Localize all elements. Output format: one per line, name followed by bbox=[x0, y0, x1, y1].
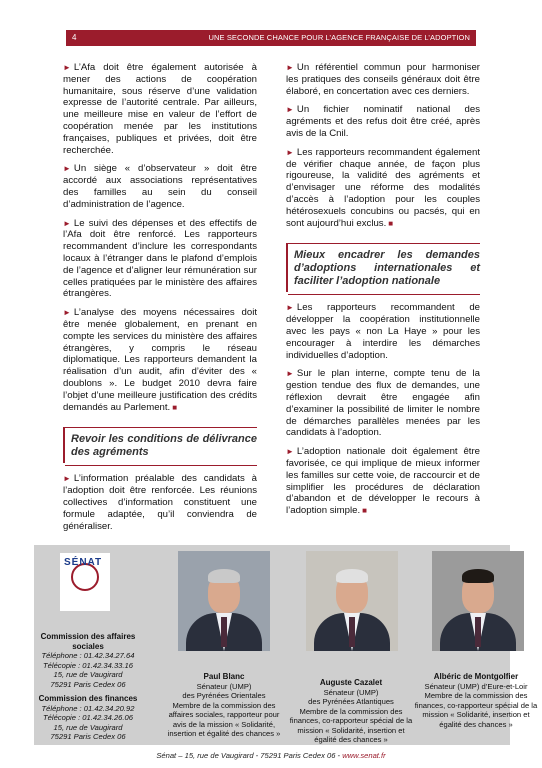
paragraph: ► Le suivi des dépenses et des effectifs de l’Afa doit être renforcé. Les rapporteurs recommandent d’inclure les correspondants locaux à l’étranger dans le plafond d’emplois de l’agence et d’aligner leur rémunération sur celles pratiquées par le ministère des affaires étrangères. bbox=[63, 217, 257, 300]
senator-name: Paul Blanc bbox=[203, 672, 245, 681]
paragraph: ► Les rapporteurs recommandent également de vérifier chaque année, de façon plus rigoureuse, la validité des agréments et d’envisager une réforme des modalités d’accès à l’adoption pour les couples hétérosexuels concubins ou pacsés, qui en sont aujourd’hui exclus. ■ bbox=[286, 146, 480, 229]
paragraph: ► L’Afa doit être également autorisée à mener des actions de coopération humanitaire, sous réserve d’une validation expresse de l’autorité centrale. Par ailleurs, une meilleure mise en valeur de l’effort de coopération menée par les institutions françaises, publiques et privées, doit être recherchée. bbox=[63, 62, 257, 156]
senator-photo bbox=[178, 551, 270, 651]
page-header bbox=[66, 30, 476, 46]
section-heading: Mieux encadrer les demandes d’adoptions internationales et faciliter l’adoption nationale bbox=[286, 243, 480, 292]
paragraph: ► Sur le plan interne, compte tenu de la gestion tendue des flux de demandes, une réflexion devrait être engagée afin d’examiner la possibilité de limiter le nombre de démarches parallèles menées par les candidats à l’adoption. bbox=[286, 368, 480, 439]
senator-region: des Pyrénées Orientales bbox=[182, 691, 266, 700]
senator-role: Sénateur (UMP) bbox=[323, 687, 379, 697]
bullet-triangle-icon: ► bbox=[286, 369, 294, 379]
senator-caption bbox=[289, 678, 413, 745]
footer-address: Sénat – 15, rue de Vaugirard - 75291 Paris Cedex 06 - bbox=[156, 751, 343, 760]
paragraph: ► Un fichier nominatif national des agréments et des refus doit être créé, après avis de la Cnil. bbox=[286, 104, 480, 139]
commission-phone: Téléphone : 01.42.34.20.92 bbox=[41, 703, 135, 713]
senator-description: Membre de la commission des finances, co-rapporteur spécial de la mission « Solidarité, insertion et égalité des chances » bbox=[414, 691, 538, 729]
senator-region: des Pyrénées Atlantiques bbox=[308, 697, 394, 706]
logo-text: SÉNAT bbox=[64, 557, 103, 568]
senator-photo bbox=[306, 551, 398, 651]
commission-title: Commission des affaires sociales bbox=[40, 632, 136, 651]
senator-photo bbox=[432, 551, 524, 651]
commission-contacts bbox=[34, 632, 142, 742]
paragraph: ► Un siège « d’observateur » doit être accordé aux associations représentatives des familles au sein du conseil d’administration de l’agence. bbox=[63, 163, 257, 210]
bullet-triangle-icon: ► bbox=[63, 474, 71, 484]
senator-description: Membre de la commission des finances, co-rapporteur spécial de la mission « Solidarité, insertion et égalité des chances » bbox=[289, 706, 413, 744]
bullet-triangle-icon: ► bbox=[286, 147, 294, 157]
commission-fax: Télécopie : 01.42.34.26.06 bbox=[43, 713, 133, 722]
bullet-triangle-icon: ► bbox=[63, 63, 71, 72]
commission-fax: Télécopie : 01.42.34.33.16 bbox=[43, 660, 133, 670]
bullet-triangle-icon: ► bbox=[63, 218, 71, 228]
paragraph: ► Les rapporteurs recommandent de développer la coopération institutionnelle avec les pays « non La Haye » pour les encourager à interdire les démarches individuelles d’adoption. bbox=[286, 302, 480, 361]
commission-title: Commission des finances bbox=[38, 694, 138, 703]
page-footer bbox=[0, 751, 542, 760]
senator-name: Auguste Cazalet bbox=[319, 678, 383, 687]
paragraph: ► L’analyse des moyens nécessaires doit être menée globalement, en prenant en compte les services du ministère des affaires étrangères, y compris le réseau diplomatique. Les rapporteurs demandent la réalisation d’un audit, afin d’éviter des « doublons ». Le budget 2010 devra faire l’objet d’une meilleure justification des crédits demandés au Parlement. ■ bbox=[63, 307, 257, 413]
end-square-icon: ■ bbox=[362, 506, 367, 516]
right-column bbox=[286, 62, 480, 524]
paragraph: ► Un référentiel commun pour harmoniser les pratiques des conseils généraux doit être élaboré, en concertation avec ces derniers. bbox=[286, 62, 480, 97]
senator-name: Albéric de Montgolfier bbox=[433, 672, 519, 681]
bullet-triangle-icon: ► bbox=[286, 303, 294, 313]
commission-city: 75291 Paris Cedex 06 bbox=[50, 679, 126, 689]
commission-city: 75291 Paris Cedex 06 bbox=[50, 732, 126, 741]
senator-role: Sénateur (UMP) bbox=[196, 681, 252, 691]
bullet-triangle-icon: ► bbox=[286, 105, 294, 115]
commission-street: 15, rue de Vaugirard bbox=[53, 670, 123, 679]
senat-logo bbox=[60, 553, 110, 611]
bullet-triangle-icon: ► bbox=[286, 63, 294, 72]
paragraph: ► L’information préalable des candidats à l’adoption doit être renforcée. Les réunions collectives d’information constituent une formule adaptée, qu’il conviendra de généraliser. bbox=[63, 473, 257, 532]
bullet-triangle-icon: ► bbox=[286, 447, 294, 457]
section-heading: Revoir les conditions de délivrance des agréments bbox=[63, 427, 257, 463]
bullet-triangle-icon: ► bbox=[63, 164, 71, 174]
commission-phone: Téléphone : 01.42.34.27.64 bbox=[41, 651, 135, 660]
commission-street: 15, rue de Vaugirard bbox=[53, 722, 123, 732]
left-column bbox=[63, 62, 257, 539]
header-title: UNE SECONDE CHANCE POUR L’AGENCE FRANÇAISE DE L’ADOPTION bbox=[208, 33, 470, 42]
senator-description: Membre de la commission des affaires sociales, rapporteur pour avis de la mission « Solidarité, insertion et égalité des chances » bbox=[167, 700, 281, 738]
paragraph: ► L’adoption nationale doit également être favorisée, ce qui implique de mieux informer les familles sur cette voie, de raccourcir et de simplifier les procédures de déclaration d’abandon et de développer le recours à l’adoption simple. ■ bbox=[286, 446, 480, 517]
senator-role: Sénateur (UMP) d’Eure-et-Loir bbox=[424, 681, 528, 691]
bullet-triangle-icon: ► bbox=[63, 308, 71, 318]
footer-link[interactable]: www.senat.fr bbox=[342, 751, 386, 760]
end-square-icon: ■ bbox=[172, 402, 178, 412]
senator-caption bbox=[414, 672, 538, 729]
senator-caption bbox=[162, 672, 286, 739]
page-number: 4 bbox=[72, 33, 77, 42]
end-square-icon: ■ bbox=[388, 218, 394, 228]
